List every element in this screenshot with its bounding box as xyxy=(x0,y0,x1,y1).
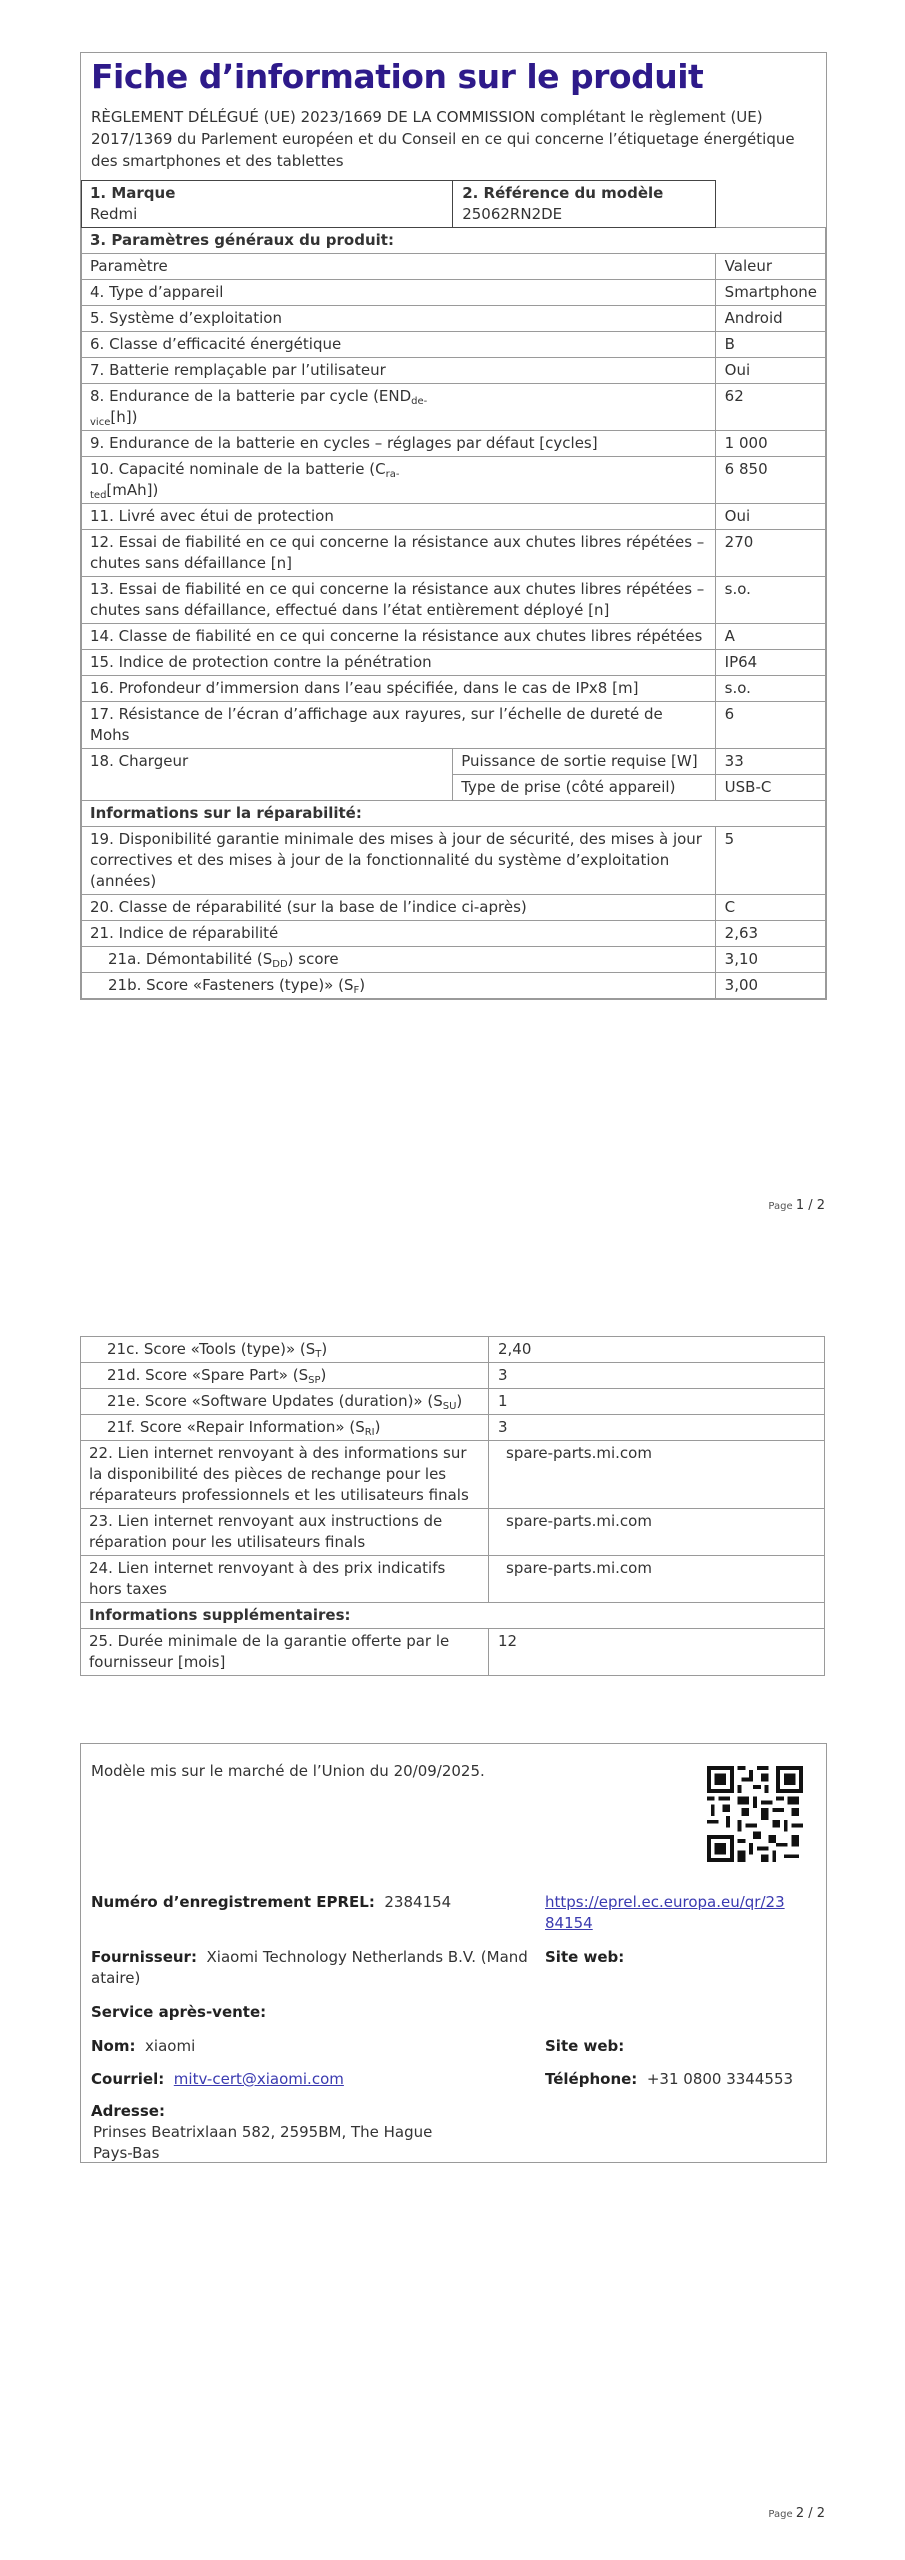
qr-code-icon[interactable] xyxy=(707,1766,803,1862)
row-label: 15. Indice de protection contre la pénétration xyxy=(82,650,716,676)
row-label-text: [mAh]) xyxy=(106,481,159,499)
row-value: Oui xyxy=(715,504,825,530)
phone-value: +31 0800 3344553 xyxy=(646,2070,794,2088)
row-label-text: [h]) xyxy=(110,408,138,426)
brand-value: Redmi xyxy=(90,205,138,223)
repair-table xyxy=(80,1336,825,1676)
row-label: 12. Essai de fiabilité en ce qui concerne la résistance aux chutes libres répétées – chutes sans défaillance [n] xyxy=(82,530,716,577)
table-row xyxy=(82,504,826,530)
table-row xyxy=(81,1556,825,1603)
table-row xyxy=(82,358,826,384)
email-label: Courriel: xyxy=(91,2070,165,2088)
market-date-text: Modèle mis sur le marché de l’Union du 20/09/2025. xyxy=(91,1762,485,1780)
page-number-value: 1 / 2 xyxy=(795,1198,825,1213)
row-label-text: 21f. Score «Repair Information» (S xyxy=(107,1418,365,1436)
page-number xyxy=(768,2506,825,2521)
row-label-text: ) xyxy=(374,1418,381,1436)
row-label xyxy=(82,457,716,504)
row-label: 13. Essai de fiabilité en ce qui concerne la résistance aux chutes libres répétées – chutes sans défaillance, effectué dans l’état entièrement déployé [n] xyxy=(82,577,716,624)
row-label xyxy=(81,1337,489,1363)
table-row xyxy=(82,947,826,973)
row-label xyxy=(81,1415,489,1441)
row-value: 62 xyxy=(715,384,825,431)
row-value: A xyxy=(715,624,825,650)
row-value: 3 xyxy=(489,1415,825,1441)
table-row xyxy=(81,1363,825,1389)
supplier-value: Xiaomi Technology Netherlands B.V. (Mand xyxy=(206,1948,528,1966)
subscript: de- xyxy=(411,396,428,407)
row-value: 6 850 xyxy=(715,457,825,504)
row-label-text: 21d. Score «Spare Part» (S xyxy=(107,1366,309,1384)
repair-instructions-link[interactable]: spare-parts.mi.com xyxy=(489,1509,825,1556)
row-value: 3,10 xyxy=(715,947,825,973)
row-label: 21. Indice de réparabilité xyxy=(82,921,716,947)
model-value: 25062RN2DE xyxy=(462,205,563,223)
table-row xyxy=(82,530,826,577)
subscript: RI xyxy=(364,1427,375,1438)
row-label: Type de prise (côté appareil) xyxy=(453,775,715,801)
row-value: 2,63 xyxy=(715,921,825,947)
address-line: Pays-Bas xyxy=(93,2144,160,2162)
table-row xyxy=(82,306,826,332)
row-label: 14. Classe de fiabilité en ce qui concerne la résistance aux chutes libres répétées xyxy=(82,624,716,650)
page-number xyxy=(768,1198,825,1213)
table-row xyxy=(82,650,826,676)
table-row xyxy=(82,280,826,306)
table-row xyxy=(81,1509,825,1556)
row-value: 1 000 xyxy=(715,431,825,457)
row-label: 11. Livré avec étui de protection xyxy=(82,504,716,530)
price-link[interactable]: spare-parts.mi.com xyxy=(489,1556,825,1603)
row-value: 6 xyxy=(715,702,825,749)
product-info-sheet xyxy=(80,52,827,1000)
table-row xyxy=(82,384,826,431)
model-label: 2. Référence du modèle xyxy=(462,184,664,202)
table-row xyxy=(82,921,826,947)
page-number-label: Page xyxy=(768,2509,793,2520)
table-row xyxy=(82,973,826,999)
subscript: F xyxy=(353,985,360,996)
row-label: 19. Disponibilité garantie minimale des mises à jour de sécurité, des mises à jour correctives et des mises à jour de la fonctionnalité du système d’exploitation (années) xyxy=(82,827,716,895)
subscript: T xyxy=(315,1349,322,1360)
row-label: 16. Profondeur d’immersion dans l’eau spécifiée, dans le cas de IPx8 [m] xyxy=(82,676,716,702)
row-label xyxy=(81,1389,489,1415)
subscript: SU xyxy=(442,1401,457,1412)
row-label: 5. Système d’exploitation xyxy=(82,306,716,332)
row-label: 6. Classe d’efficacité énergétique xyxy=(82,332,716,358)
table-row xyxy=(81,1337,825,1363)
row-label-text: ) xyxy=(321,1340,328,1358)
row-label-text: ) xyxy=(359,976,366,994)
email-link[interactable]: mitv-cert@xiaomi.com xyxy=(173,2070,344,2088)
row-label-text: ) xyxy=(320,1366,327,1384)
table-row xyxy=(82,332,826,358)
service-website-label: Site web: xyxy=(545,2037,625,2055)
section-repair-header: Informations sur la réparabilité: xyxy=(82,801,826,827)
row-label xyxy=(82,947,716,973)
section-extra-header: Informations supplémentaires: xyxy=(81,1603,825,1629)
general-params-table xyxy=(81,180,826,999)
eprel-link[interactable] xyxy=(545,1893,785,1932)
table-row xyxy=(81,1389,825,1415)
table-row xyxy=(82,577,826,624)
row-label-text: 10. Capacité nominale de la batterie (C xyxy=(90,460,386,478)
eprel-value: 2384154 xyxy=(384,1893,452,1911)
table-row xyxy=(82,749,826,775)
service-label: Service après-vente: xyxy=(91,2003,267,2021)
row-label: 7. Batterie remplaçable par l’utilisateur xyxy=(82,358,716,384)
row-label-text: 21b. Score «Fasteners (type)» (S xyxy=(108,976,354,994)
row-label-text: ) xyxy=(456,1392,463,1410)
table-row xyxy=(82,895,826,921)
row-value: USB-C xyxy=(715,775,825,801)
value-header: Valeur xyxy=(715,254,825,280)
row-label: 17. Résistance de l’écran d’affichage aux rayures, sur l’échelle de dureté de Mohs xyxy=(82,702,716,749)
row-value: C xyxy=(715,895,825,921)
brand-label: 1. Marque xyxy=(90,184,176,202)
row-value: IP64 xyxy=(715,650,825,676)
row-value: Android xyxy=(715,306,825,332)
row-label xyxy=(81,1363,489,1389)
name-label: Nom: xyxy=(91,2037,136,2055)
row-value: 12 xyxy=(489,1629,825,1676)
supplier-website-label: Site web: xyxy=(545,1948,625,1966)
name-value: xiaomi xyxy=(145,2037,196,2055)
row-label-text: 21c. Score «Tools (type)» (S xyxy=(107,1340,316,1358)
row-label: 24. Lien internet renvoyant à des prix indicatifs hors taxes xyxy=(81,1556,489,1603)
supplier-info-box xyxy=(80,1743,827,2163)
page-title: Fiche d’information sur le produit xyxy=(91,57,704,96)
row-value: Smartphone xyxy=(715,280,825,306)
row-value: s.o. xyxy=(715,577,825,624)
eprel-label: Numéro d’enregistrement EPREL: xyxy=(91,1893,375,1911)
page-number-value: 2 / 2 xyxy=(795,2506,825,2521)
row-label: 4. Type d’appareil xyxy=(82,280,716,306)
subscript: ra- xyxy=(385,469,400,480)
row-label: Puissance de sortie requise [W] xyxy=(453,749,715,775)
page-2 xyxy=(0,1280,905,2560)
eprel-link-line: https://eprel.ec.europa.eu/qr/23 xyxy=(545,1893,785,1911)
table-row xyxy=(81,1629,825,1676)
row-label: 20. Classe de réparabilité (sur la base de l’indice ci-après) xyxy=(82,895,716,921)
row-value: 3,00 xyxy=(715,973,825,999)
table-row xyxy=(82,827,826,895)
row-label-text: 8. Endurance de la batterie par cycle (END xyxy=(90,387,412,405)
table-row xyxy=(81,1441,825,1509)
param-header: Paramètre xyxy=(82,254,716,280)
supplier-value: ataire) xyxy=(91,1969,141,1987)
charger-label: 18. Chargeur xyxy=(82,749,453,801)
subscript: DD xyxy=(272,959,288,970)
row-label: 25. Durée minimale de la garantie offerte par le fournisseur [mois] xyxy=(81,1629,489,1676)
table-row xyxy=(82,431,826,457)
subscript: ted xyxy=(90,490,107,501)
row-value: 270 xyxy=(715,530,825,577)
subscript: vice xyxy=(90,417,111,428)
row-label xyxy=(82,384,716,431)
section-general-header: 3. Paramètres généraux du produit: xyxy=(82,228,826,254)
phone-label: Téléphone: xyxy=(545,2070,638,2088)
row-value: 3 xyxy=(489,1363,825,1389)
table-row xyxy=(81,1415,825,1441)
row-value: 5 xyxy=(715,827,825,895)
supplier-label: Fournisseur: xyxy=(91,1948,197,1966)
row-value: 1 xyxy=(489,1389,825,1415)
row-label-text: 21a. Démontabilité (S xyxy=(108,950,273,968)
subscript: SP xyxy=(308,1375,321,1386)
address-line: Prinses Beatrixlaan 582, 2595BM, The Hague xyxy=(93,2123,433,2141)
row-label-text: 21e. Score «Software Updates (duration)» (S xyxy=(107,1392,443,1410)
eprel-link-line: 84154 xyxy=(545,1914,593,1932)
table-row xyxy=(82,624,826,650)
row-value: s.o. xyxy=(715,676,825,702)
page-number-label: Page xyxy=(768,1201,793,1212)
table-row xyxy=(82,254,826,280)
regulation-subtitle: RÈGLEMENT DÉLÉGUÉ (UE) 2023/1669 DE LA COMMISSION complétant le règlement (UE) 2017/1369 du Parlement européen et du Conseil en ce qui concerne l’étiquetage énergétique des smartphones et des tablettes xyxy=(91,108,795,170)
table-row xyxy=(82,676,826,702)
row-value: B xyxy=(715,332,825,358)
spare-parts-link[interactable]: spare-parts.mi.com xyxy=(489,1441,825,1509)
address-label: Adresse: xyxy=(91,2102,165,2120)
table-row xyxy=(82,457,826,504)
repair-continuation-sheet xyxy=(80,1336,825,1676)
row-value: 33 xyxy=(715,749,825,775)
row-label xyxy=(82,973,716,999)
row-label: 22. Lien internet renvoyant à des informations sur la disponibilité des pièces de rechange pour les réparateurs professionnels et les utilisateurs finals xyxy=(81,1441,489,1509)
row-label: 9. Endurance de la batterie en cycles – réglages par défaut [cycles] xyxy=(82,431,716,457)
brand-model-row xyxy=(82,181,826,228)
row-value: 2,40 xyxy=(489,1337,825,1363)
row-label-text: ) score xyxy=(287,950,339,968)
table-row xyxy=(82,702,826,749)
row-label: 23. Lien internet renvoyant aux instructions de réparation pour les utilisateurs finals xyxy=(81,1509,489,1556)
row-value: Oui xyxy=(715,358,825,384)
